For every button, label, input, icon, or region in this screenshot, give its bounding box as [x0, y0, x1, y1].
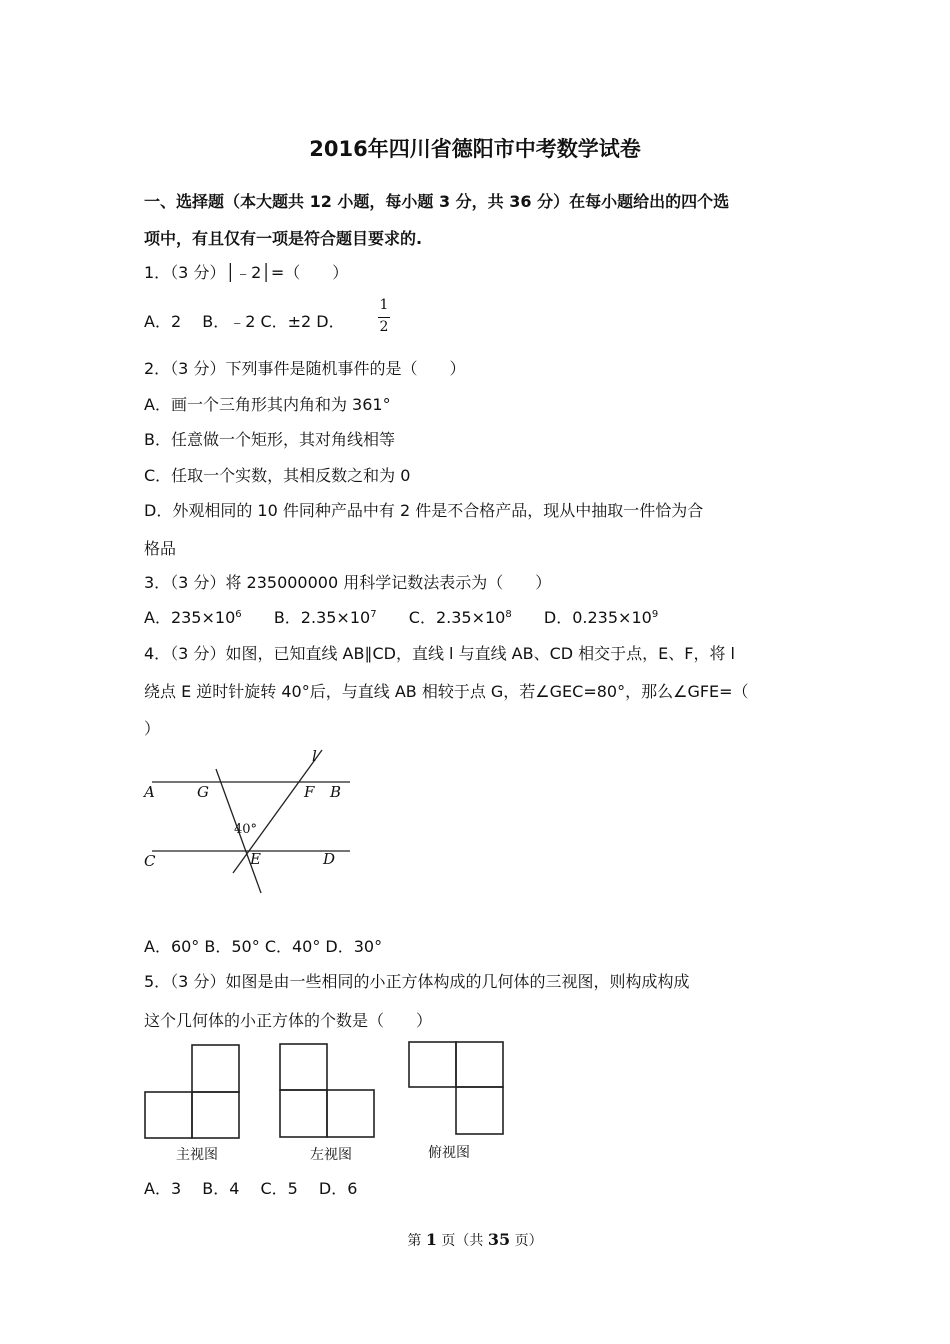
q2-stem: 2．（3 分）下列事件是随机事件的是（ ）	[144, 359, 466, 378]
page-title: 2016年四川省德阳市中考数学试卷	[309, 137, 641, 161]
q4-stem-line3: ）	[144, 719, 161, 738]
top-view-label: 俯视图	[428, 1145, 470, 1161]
q3-options	[144, 605, 658, 628]
q1-fraction-numerator: 1	[379, 297, 389, 313]
q3-option-d-exp: 9	[651, 609, 659, 620]
q3-option-a-exp: 6	[235, 609, 242, 620]
q3-option-c-exp: 8	[505, 609, 512, 620]
q1-options: A．2 B．﹣2 C．±2 D．	[144, 312, 345, 331]
q2-option-c: C．任取一个实数，其相反数之和为 0	[144, 466, 411, 485]
footer-page-number: 1	[425, 1230, 437, 1249]
q4-stem-line1: 4．（3 分）如图，已知直线 AB∥CD，直线 l 与直线 AB、CD 相交于点，E、F，将 l	[144, 644, 735, 663]
footer-total-pages: 35	[487, 1230, 511, 1249]
label-l: l	[312, 747, 317, 765]
line-l	[233, 750, 322, 873]
q1-fraction-bar	[378, 317, 390, 318]
q3-option-c: C．2.35×10	[408, 608, 506, 627]
section-heading-line1: 一、选择题（本大题共 12 小题，每小题 3 分，共 36 分）在每小题给出的四个选	[144, 192, 730, 211]
q3-stem: 3．（3 分）将 235000000 用科学记数法表示为（ ）	[144, 573, 552, 592]
footer-suffix: 页）	[510, 1233, 543, 1249]
q3-option-a: A．235×10	[144, 608, 236, 627]
label-e: E	[250, 850, 261, 868]
front-view-label: 主视图	[176, 1147, 218, 1163]
q3-option-b: B．2.35×10	[273, 608, 371, 627]
label-b: B	[330, 783, 342, 801]
label-d: D	[323, 850, 336, 868]
angle-label: 40°	[234, 822, 258, 837]
footer-prefix: 第	[407, 1233, 426, 1249]
q3-option-b-exp: 7	[370, 609, 377, 620]
footer-middle: 页（共	[436, 1233, 488, 1249]
q2-option-d-line1: D．外观相同的 10 件同种产品中有 2 件是不合格产品，现从中抽取一件恰为合	[144, 501, 704, 520]
q5-three-views	[140, 1038, 510, 1168]
q5-options: A．3 B．4 C．5 D．6	[144, 1179, 358, 1198]
q2-option-d-line2: 格品	[144, 539, 177, 558]
page-footer	[0, 1230, 950, 1250]
q5-stem-line2: 这个几何体的小正方体的个数是（ ）	[144, 1011, 433, 1030]
q4-stem-line2: 绕点 E 逆时针旋转 40°后，与直线 AB 相较于点 G，若∠GEC=80°，那么∠GFE=（	[144, 682, 749, 701]
section-heading-line2: 项中，有且仅有一项是符合题目要求的.	[144, 229, 423, 248]
q1-fraction-denominator: 2	[379, 319, 389, 335]
q1-stem: 1．（3 分）│﹣2│=（ ）	[144, 263, 349, 282]
label-a: A	[144, 783, 155, 801]
top-view	[409, 1042, 503, 1134]
front-view	[145, 1045, 239, 1138]
q4-figure	[140, 745, 350, 895]
label-c: C	[144, 852, 156, 870]
q3-option-d: D．0.235×10	[543, 608, 652, 627]
left-view-label: 左视图	[310, 1147, 352, 1163]
q2-option-b: B．任意做一个矩形，其对角线相等	[144, 430, 395, 449]
q4-options: A．60° B．50° C．40° D．30°	[144, 937, 383, 956]
label-f: F	[304, 783, 315, 801]
q2-option-a: A．画一个三角形其内角和为 361°	[144, 395, 391, 414]
left-view	[280, 1044, 374, 1137]
label-g: G	[197, 783, 209, 801]
q5-stem-line1: 5．（3 分）如图是由一些相同的小正方体构成的几何体的三视图，则构成构成	[144, 972, 690, 991]
